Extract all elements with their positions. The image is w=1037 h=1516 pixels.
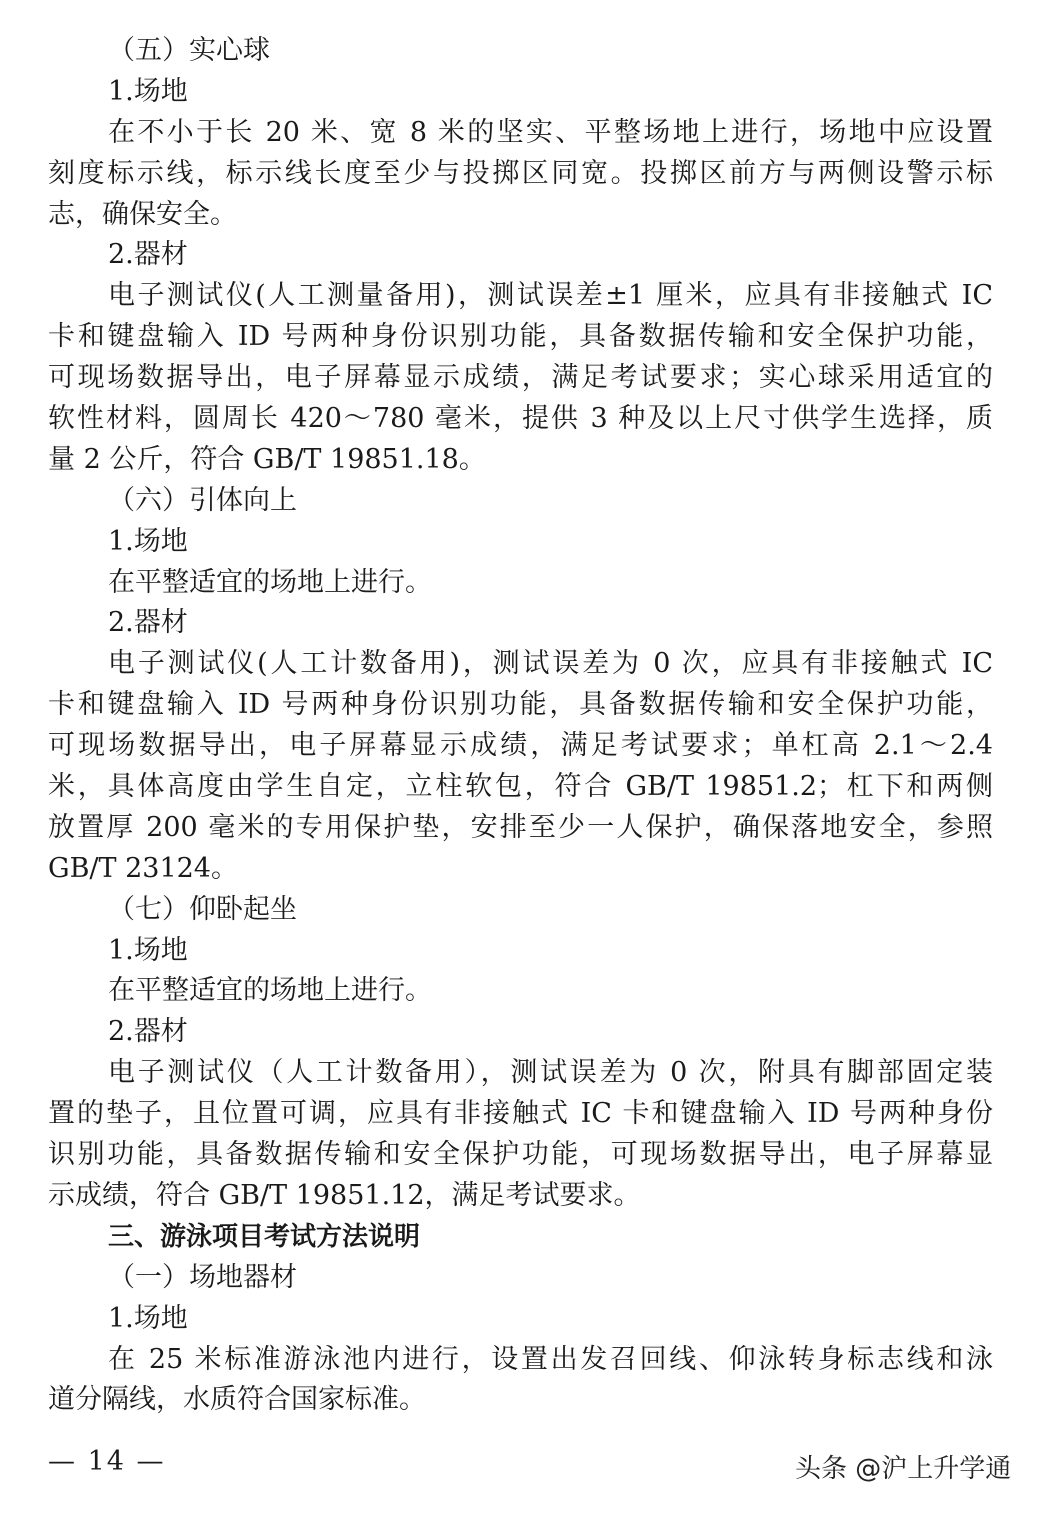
paragraph-line: 放置厚 200 毫米的专用保护垫，安排至少一人保护，确保落地安全，参照 [48, 811, 993, 843]
subheading: 1.场地 [108, 1302, 188, 1334]
paragraph-line: 电子测试仪（人工计数备用），测试误差为 0 次，附具有脚部固定装 [108, 1057, 993, 1089]
paragraph-line: 卡和键盘输入 ID 号两种身份识别功能，具备数据传输和安全保护功能， [48, 689, 993, 721]
paragraph-line: 置的垫子，且位置可调，应具有非接触式 IC 卡和键盘输入 ID 号两种身份 [48, 1098, 993, 1130]
paragraph-line: 道分隔线，水质符合国家标准。 [48, 1384, 426, 1416]
paragraph-line: 可现场数据导出，电子屏幕显示成绩，满足考试要求；实心球采用适宜的 [48, 362, 993, 394]
paragraph-line: GB/T 23124。 [48, 852, 238, 884]
paragraph-line: 志，确保安全。 [48, 198, 237, 230]
subheading: 1.场地 [108, 525, 188, 557]
section-heading: （五）实心球 [108, 35, 270, 66]
paragraph-line: 在 25 米标准游泳池内进行，设置出发召回线、仰泳转身标志线和泳 [108, 1343, 993, 1375]
paragraph-line: 在不小于长 20 米、宽 8 米的坚实、平整场地上进行，场地中应设置 [108, 116, 993, 148]
paragraph-line: 软性材料，圆周长 420～780 毫米，提供 3 种及以上尺寸供学生选择，质 [48, 403, 993, 435]
watermark: 头条 @沪上升学通 [795, 1454, 1012, 1484]
subheading: 2.器材 [108, 607, 188, 639]
paragraph-line: 示成绩，符合 GB/T 19851.12，满足考试要求。 [48, 1179, 641, 1211]
section-heading: （七）仰卧起坐 [108, 893, 297, 925]
subheading: 2.器材 [108, 239, 188, 271]
subheading: 1.场地 [108, 934, 188, 966]
paragraph-line: 可现场数据导出，电子屏幕显示成绩，满足考试要求；单杠高 2.1～2.4 [48, 730, 993, 762]
paragraph-line: 电子测试仪(人工计数备用)，测试误差为 0 次，应具有非接触式 IC [108, 648, 993, 680]
paragraph-line: 在平整适宜的场地上进行。 [108, 975, 432, 1007]
chapter-heading: 三、游泳项目考试方法说明 [108, 1221, 421, 1252]
paragraph-line: 刻度标示线，标示线长度至少与投掷区同宽。投掷区前方与两侧设警示标 [48, 157, 993, 189]
page-number: — 14 — [48, 1446, 166, 1477]
paragraph-line: 卡和键盘输入 ID 号两种身份识别功能，具备数据传输和安全保护功能， [48, 321, 993, 353]
section-heading: （一）场地器材 [108, 1261, 297, 1293]
paragraph-line: 电子测试仪(人工测量备用)，测试误差±1 厘米，应具有非接触式 IC [108, 280, 993, 312]
section-heading: （六）引体向上 [108, 484, 297, 516]
paragraph-line: 在平整适宜的场地上进行。 [108, 566, 432, 598]
paragraph-line: 识别功能，具备数据传输和安全保护功能，可现场数据导出，电子屏幕显 [48, 1139, 993, 1171]
paragraph-line: 米，具体高度由学生自定，立柱软包，符合 GB/T 19851.2；杠下和两侧 [48, 771, 993, 803]
paragraph-line: 量 2 公斤，符合 GB/T 19851.18。 [48, 443, 486, 475]
subheading: 2.器材 [108, 1016, 188, 1048]
document-body [48, 31, 993, 1421]
subheading: 1.场地 [108, 75, 188, 107]
